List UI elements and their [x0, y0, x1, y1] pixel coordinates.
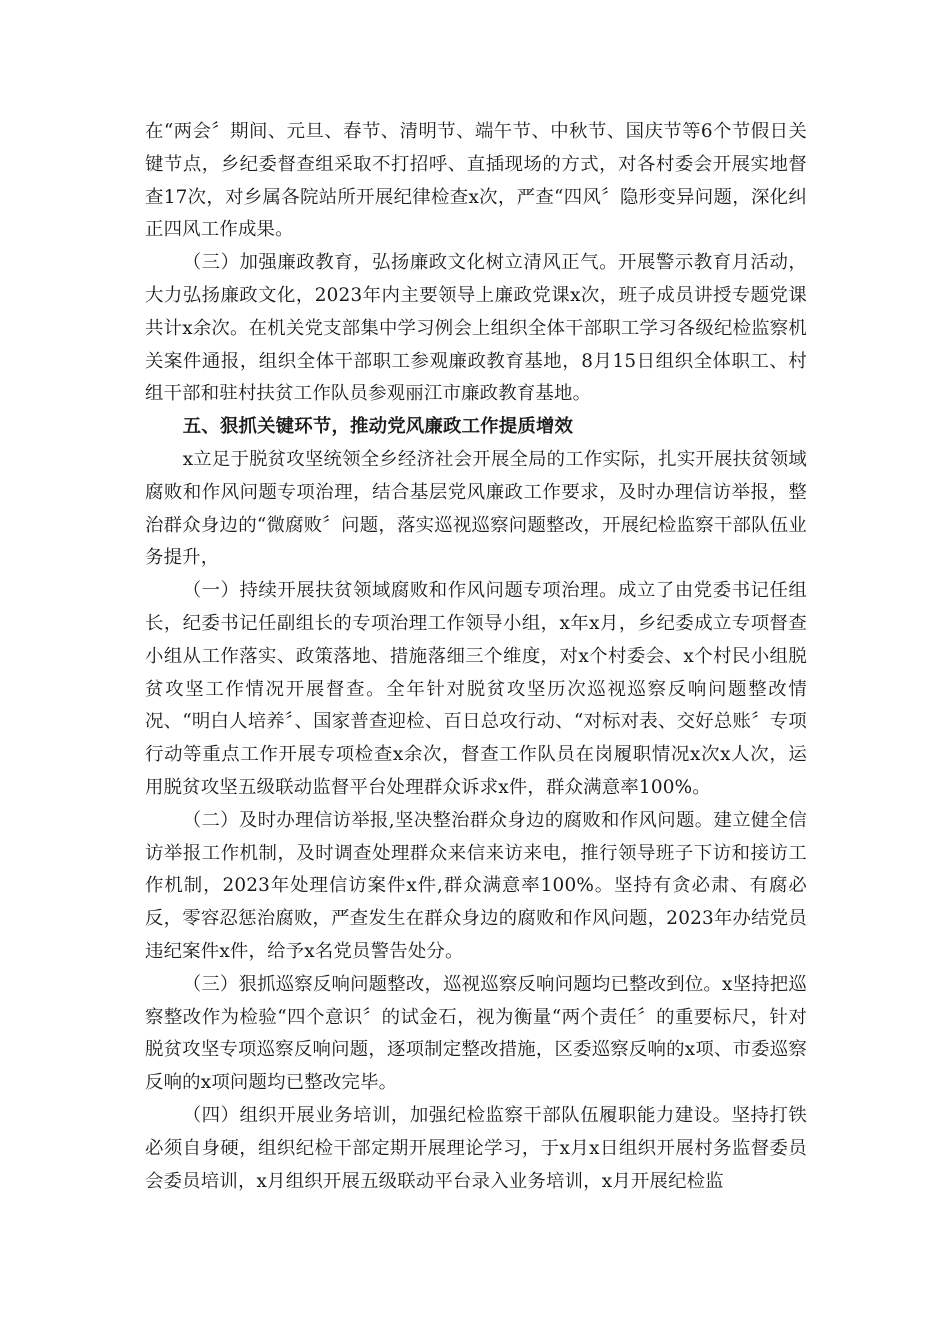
document-page: [145, 116, 807, 1198]
paragraph-integrity-education: （三）加强廉政教育，弘扬廉政文化树立清风正气。开展警示教育月活动，大力弘扬廉政文化，2023年内主要领导上廉政党课x次，班子成员讲授专题党课共计x余次。在机关党支部集中学习例会上组织全体干部职工学习各级纪检监察机关案件通报，组织全体干部职工参观廉政教育基地，8月15日组织全体职工、村组干部和驻村扶贫工作队员参观丽江市廉政教育基地。: [145, 252, 807, 405]
paragraph-petition-handling: （二）及时办理信访举报,坚决整治群众身边的腐败和作风问题。建立健全信访举报工作机制，及时调查处理群众来信来访来电，推行领导班子下访和接访工作机制，2023年处理信访案件x件,群众满意率100%。坚持有贪必肃、有腐必反，零容忍惩治腐败，严查发生在群众身边的腐败和作风问题，2023年办结党员违纪案件x件，给予x名党员警告处分。: [145, 809, 807, 962]
paragraph-inspection-rectification: （三）狠抓巡察反响问题整改，巡视巡察反响问题均已整改到位。x坚持把巡察整改作为检验“四个意识〞的试金石，视为衡量“两个责任〞的重要标尺，针对脱贫攻坚专项巡察反响问题，逐项制定整改措施，区委巡察反响的x项、市委巡察反响的x项问题均已整改完毕。: [145, 973, 807, 1094]
paragraph-section-intro: x立足于脱贫攻坚统领全乡经济社会开展全局的工作实际，扎实开展扶贫领域腐败和作风问题专项治理，结合基层党风廉政工作要求，及时办理信访举报，整治群众身边的“微腐败〞问题，落实巡视巡察问题整改，开展纪检监察干部队伍业务提升，: [145, 448, 807, 569]
paragraph-holiday-inspection: 在“两会〞期间、元旦、春节、清明节、端午节、中秋节、国庆节等6个节假日关键节点，乡纪委督查组采取不打招呼、直插现场的方式，对各村委会开展实地督查17次，对乡属各院站所开展纪律检查x次，严查“四风〞隐形变异问题，深化纠正四风工作成果。: [145, 121, 807, 241]
paragraph-poverty-governance: （一）持续开展扶贫领域腐败和作风问题专项治理。成立了由党委书记任组长，纪委书记任副组长的专项治理工作领导小组，x年x月，乡纪委成立专项督查小组从工作落实、政策落地、措施落细三个维度，对x个村委会、x个村民小组脱贫攻坚工作情况开展督查。全年针对脱贫攻坚历次巡视巡察反响问题整改情况、“明白人培养〞、国家普查迎检、百日总攻行动、“对标对表、交好总账〞专项行动等重点工作开展专项检查x余次，督查工作队员在岗履职情况x次x人次，运用脱贫攻坚五级联动监督平台处理群众诉求x件，群众满意率100%。: [145, 580, 807, 798]
paragraph-business-training: （四）组织开展业务培训，加强纪检监察干部队伍履职能力建设。坚持打铁必须自身硬，组织纪检干部定期开展理论学习，于x月x日组织开展村务监督委员会委员培训，x月组织开展五级联动平台录入业务培训，x月开展纪检监: [145, 1104, 807, 1192]
section-heading-five: 五、狠抓关键环节，推动党风廉政工作提质增效: [182, 416, 574, 438]
